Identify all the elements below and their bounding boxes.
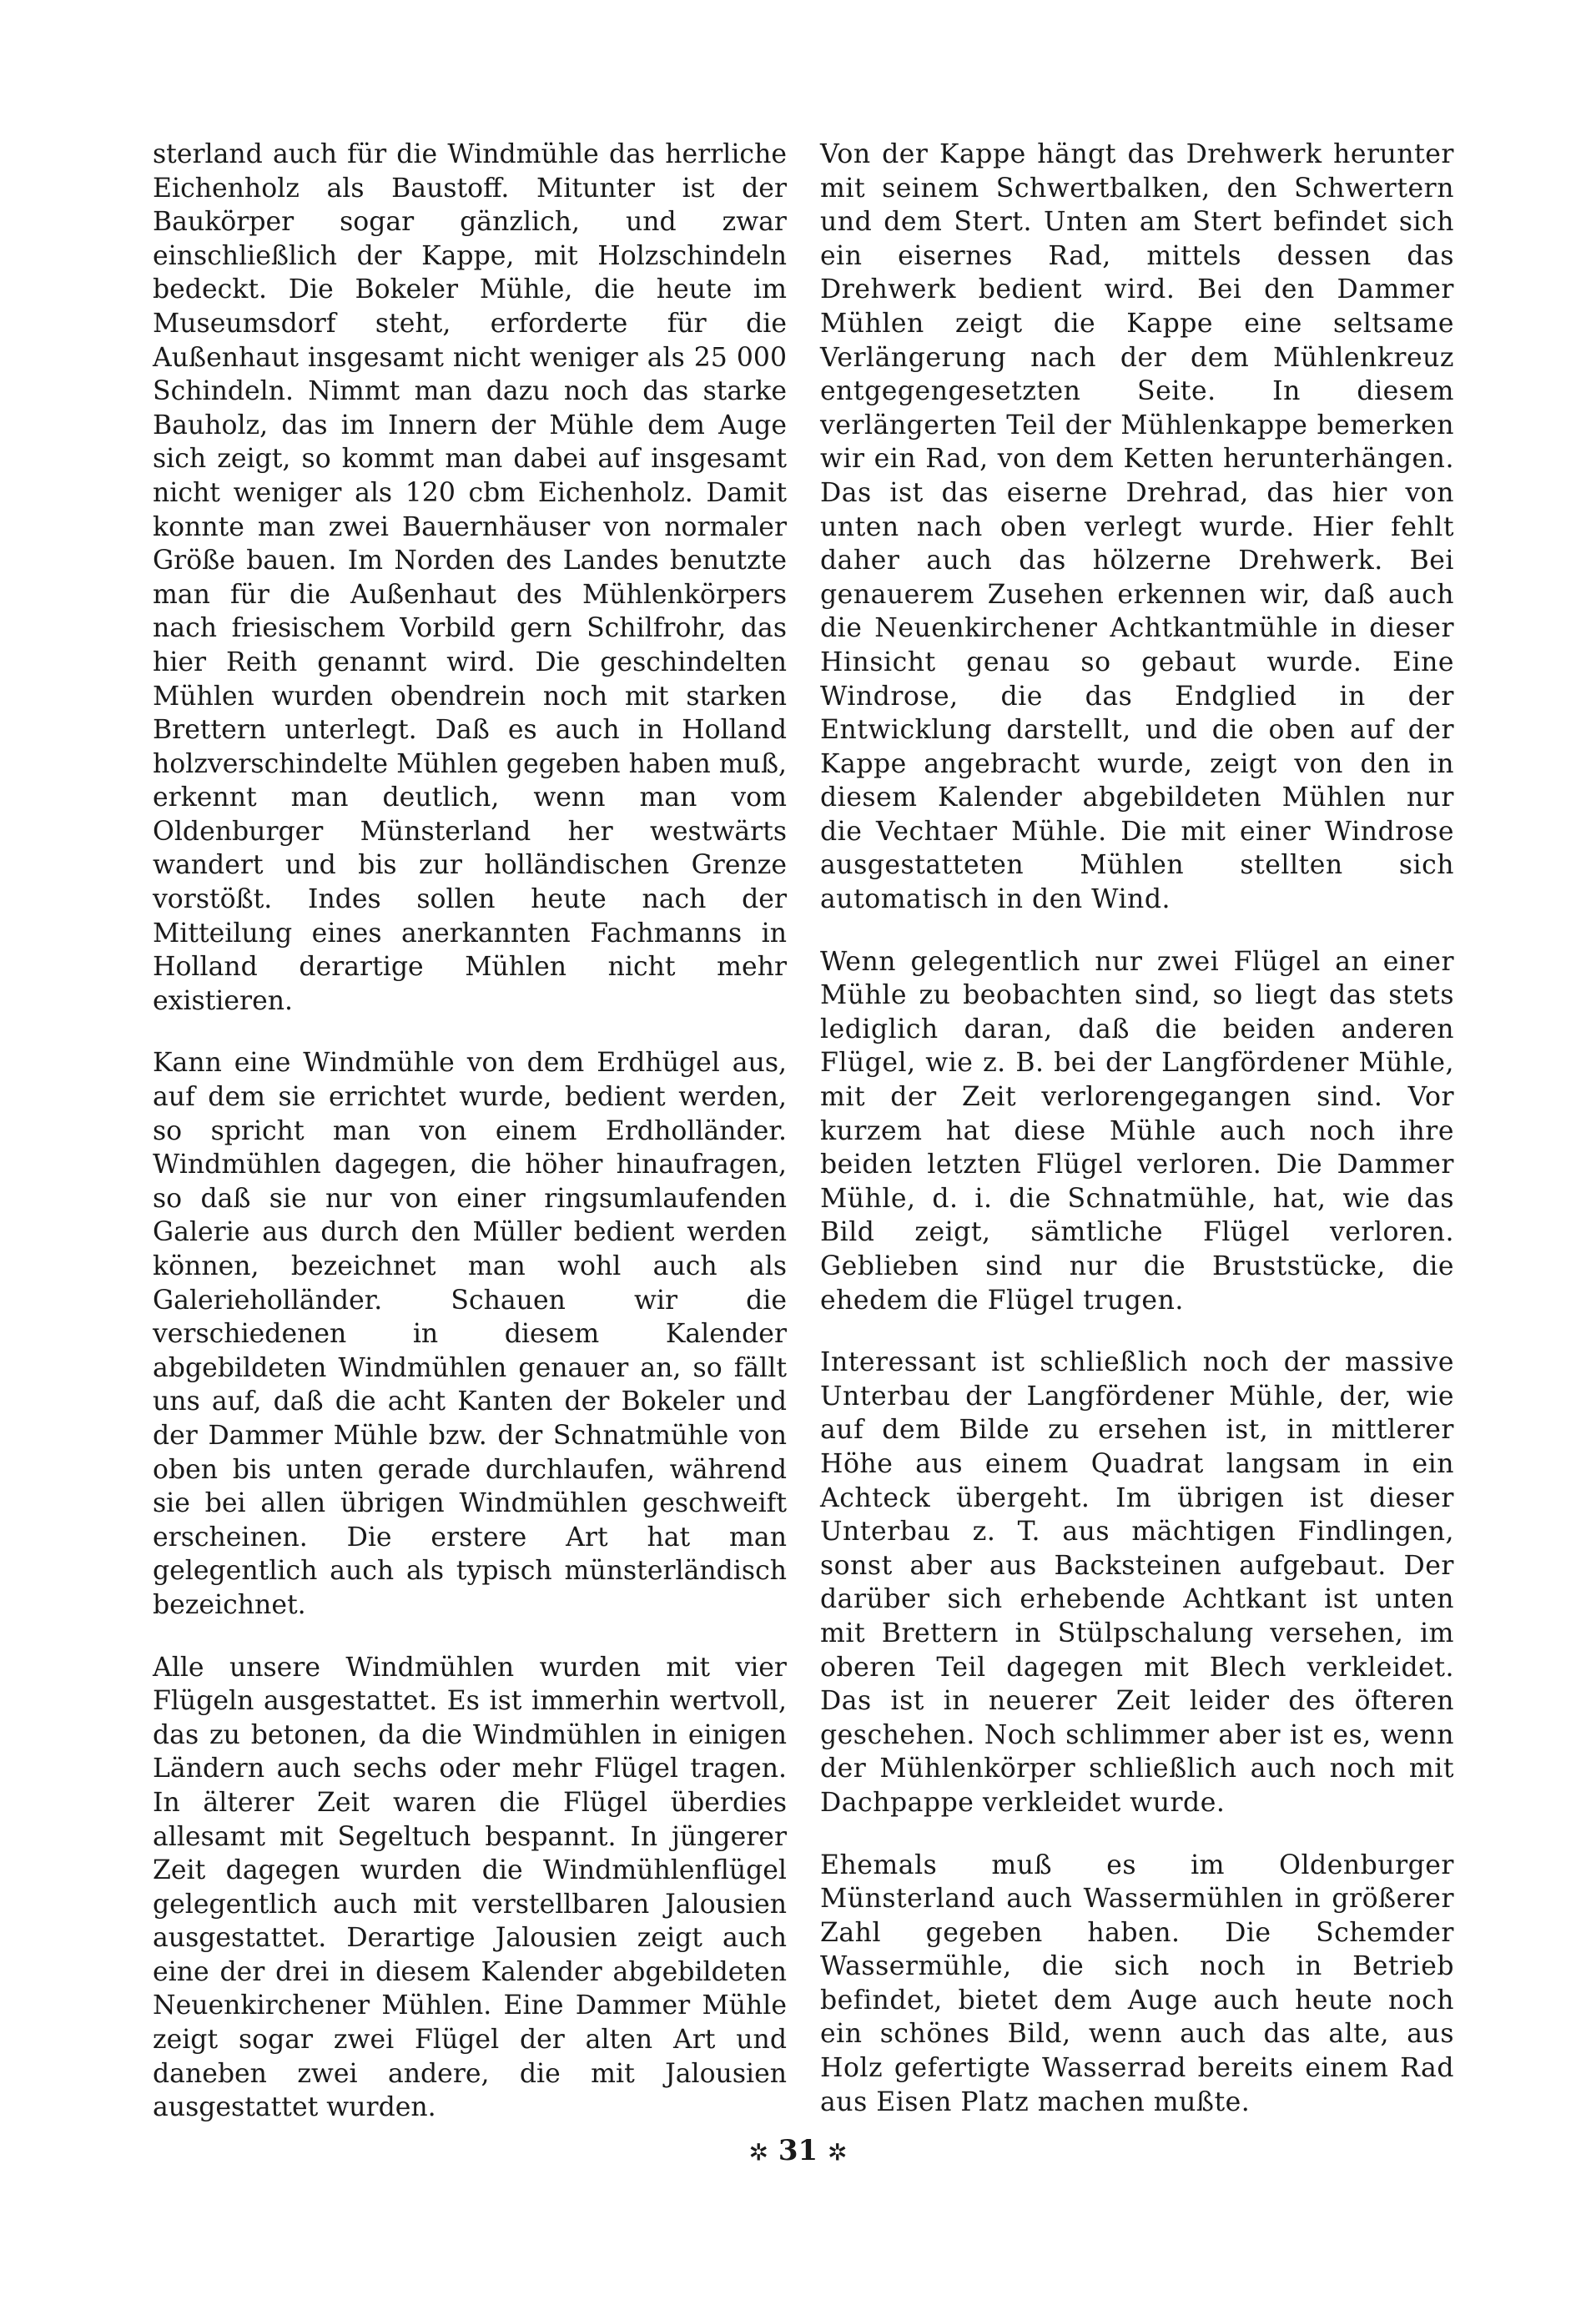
page-number-footer — [0, 2134, 1596, 2167]
star-ornament-icon: ✲ — [748, 2138, 768, 2167]
paragraph: Wenn gelegentlich nur zwei Flügel an einer Mühle zu beobachten sind, so liegt das stets lediglich daran, daß die beiden anderen Flügel, wie z. B. bei der Langfördener Mühle, mit der Zeit verlorengegangen sind. Vor kurzem hat diese Mühle auch noch ihre beiden letzten Flügel verloren. Die Dammer Mühle, d. i. die Schnatmühle, hat, wie das Bild zeigt, sämtliche Flügel verloren. Geblieben sind nur die Bruststücke, die ehedem die Flügel trugen. — [820, 946, 1454, 1316]
paragraph: Interessant ist schließlich noch der massive Unterbau der Langfördener Mühle, der, wie auf dem Bilde zu ersehen ist, in mittlerer Höhe aus einem Quadrat langsam in ein Achteck übergeht. Im übrigen ist dieser Unterbau z. T. aus mächtigen Findlingen, sonst aber aus Backsteinen aufgebaut. Der darüber sich erhebende Achtkant ist unten mit Brettern in Stülpschalung versehen, im oberen Teil dagegen mit Blech verkleidet. Das ist in neuerer Zeit leider des öfteren geschehen. Noch schlimmer aber ist es, wenn der Mühlenkörper schließlich auch noch mit Dachpappe verkleidet wurde. — [820, 1347, 1454, 1818]
page-number: 31 — [778, 2134, 818, 2167]
paragraph: Von der Kappe hängt das Drehwerk herunter mit seinem Schwertbalken, den Schwertern und dem Stert. Unten am Stert befindet sich ein eisernes Rad, mittels dessen das Drehwerk bedient wird. Bei den Dammer Mühlen zeigt die Kappe eine seltsame Verlängerung nach der dem Mühlenkreuz entgegengesetzten Seite. In diesem verlängerten Teil der Mühlenkappe bemerken wir ein Rad, von dem Ketten herunterhängen. Das ist das eiserne Drehrad, das hier von unten nach oben verlegt wurde. Hier fehlt daher auch das hölzerne Drehwerk. Bei genauerem Zusehen erkennen wir, daß auch die Neuenkirchener Achtkantmühle in dieser Hinsicht genau so gebaut wurde. Eine Windrose, die das Endglied in der Entwicklung darstellt, und die oben auf der Kappe angebracht wurde, zeigt von den in diesem Kalender abgebildeten Mühlen nur die Vechtaer Mühle. Die mit einer Windrose ausgestatteten Mühlen stellten sich automatisch in den Wind. — [820, 139, 1454, 915]
paragraph: sterland auch für die Windmühle das herrliche Eichenholz als Baustoff. Mitunter ist der Baukörper sogar gänzlich, und zwar einschließlich der Kappe, mit Holzschindeln bedeckt. Die Bokeler Mühle, die heute im Museumsdorf steht, erforderte für die Außenhaut insgesamt nicht weniger als 25 000 Schindeln. Nimmt man dazu noch das starke Bauholz, das im Innern der Mühle dem Auge sich zeigt, so kommt man dabei auf insgesamt nicht weniger als 120 cbm Eichenholz. Damit konnte man zwei Bauernhäuser von normaler Größe bauen. Im Norden des Landes benutzte man für die Außenhaut des Mühlenkörpers nach friesischem Vorbild gern Schilfrohr, das hier Reith genannt wird. Die geschindelten Mühlen wurden obendrein noch mit starken Brettern unterlegt. Daß es auch in Holland holzverschindelte Mühlen gegeben haben muß, erkennt man deutlich, wenn man vom Oldenburger Münsterland her westwärts wandert und bis zur holländischen Grenze vorstößt. Indes sollen heute nach der Mitteilung eines anerkannten Fachmanns in Holland derartige Mühlen nicht mehr existieren. — [153, 139, 788, 1016]
paragraph: Kann eine Windmühle von dem Erdhügel aus, auf dem sie errichtet wurde, bedient werden, so spricht man von einem Erdholländer. Windmühlen dagegen, die höher hinaufragen, so daß sie nur von einer ringsumlaufenden Galerie aus durch den Müller bedient werden können, bezeichnet man wohl auch als Galerieholländer. Schauen wir die verschiedenen in diesem Kalender abgebildeten Windmühlen genauer an, so fällt uns auf, daß die acht Kanten der Bokeler und der Dammer Mühle bzw. der Schnatmühle von oben bis unten gerade durchlaufen, während sie bei allen übrigen Windmühlen geschweift erscheinen. Die erstere Art hat man gelegentlich auch als typisch münsterländisch bezeichnet. — [153, 1048, 787, 1620]
left-column — [153, 138, 787, 2125]
star-ornament-icon: ✲ — [828, 2138, 848, 2167]
paragraph: Alle unsere Windmühlen wurden mit vier Flügeln ausgestattet. Es ist immerhin wertvoll, das zu betonen, da die Windmühlen in einigen Ländern auch sechs oder mehr Flügel tragen. In älterer Zeit waren die Flügel überdies allesamt mit Segeltuch bespannt. In jüngerer Zeit dagegen wurden die Windmühlenflügel gelegentlich auch mit verstellbaren Jalousien ausgestattet. Derartige Jalousien zeigt auch eine der drei in diesem Kalender abgebildeten Neuenkirchener Mühlen. Eine Dammer Mühle zeigt sogar zwei Flügel der alten Art und daneben zwei andere, die mit Jalousien ausgestattet wurden. — [153, 1652, 787, 2123]
paragraph: Ehemals muß es im Oldenburger Münsterland auch Wassermühlen in größerer Zahl gegeben haben. Die Schemder Wassermühle, die sich noch in Betrieb befindet, bietet dem Auge auch heute noch ein schönes Bild, wenn auch das alte, aus Holz gefertigte Wasserrad bereits einem Rad aus Eisen Platz machen mußte. — [820, 1850, 1454, 2117]
right-column — [820, 138, 1454, 2119]
